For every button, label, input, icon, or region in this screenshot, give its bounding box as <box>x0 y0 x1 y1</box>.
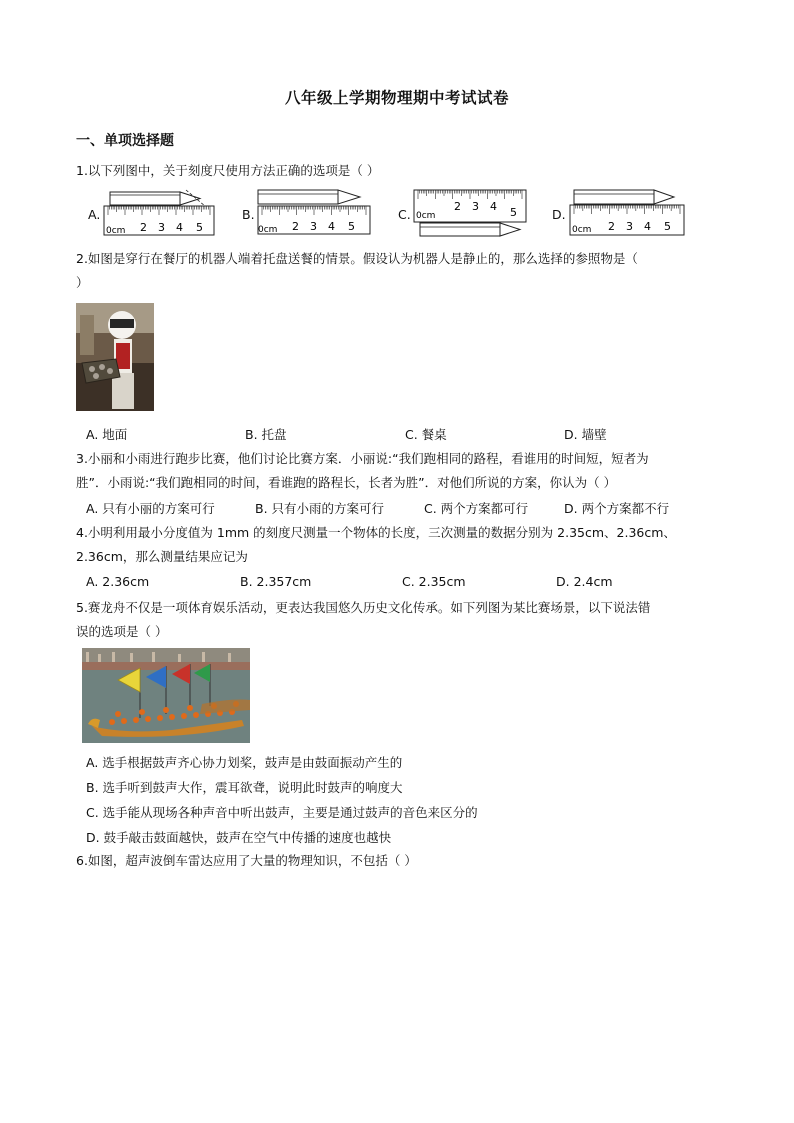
q1-label-a: A. <box>88 207 101 222</box>
ruler-label: 3 <box>158 221 165 234</box>
page-title: 八年级上学期物理期中考试试卷 <box>284 89 509 107</box>
q1-figure-d <box>566 186 686 238</box>
q3-option-b: B. 只有小雨的方案可行 <box>255 501 385 516</box>
ruler-label: 2 <box>140 221 147 234</box>
q2-option-a: A. 地面 <box>86 427 128 442</box>
ruler-label: 5 <box>510 206 517 219</box>
q1-label-b: B. <box>242 207 255 222</box>
q4-option-a: A. 2.36cm <box>86 574 150 589</box>
ruler-label: 3 <box>626 220 633 233</box>
q1-stem: 1.以下列图中，关于刻度尺使用方法正确的选项是（ ） <box>76 163 380 178</box>
q2-robot-photo <box>76 303 154 411</box>
q3-stem-line1: 3.小丽和小雨进行跑步比赛，他们讨论比赛方案．小丽说:“我们跑相同的路程，看谁用的时间短，短者为 <box>76 451 649 466</box>
ruler-label: 0cm <box>106 226 126 236</box>
ruler-label: 2 <box>608 220 615 233</box>
q5-option-c: C. 选手能从现场各种声音中听出鼓声，主要是通过鼓声的音色来区分的 <box>86 805 478 820</box>
ruler-label: 0cm <box>416 211 436 221</box>
q3-option-d: D. 两个方案都不行 <box>564 501 670 516</box>
q5-option-a: A. 选手根据鼓声齐心协力划桨，鼓声是由鼓面振动产生的 <box>86 755 403 770</box>
q3-stem-line2: 胜”．小雨说:“我们跑相同的时间，看谁跑的路程长，长者为胜”．对他们所说的方案，你认为（ ） <box>76 475 617 490</box>
q5-option-b: B. 选手听到鼓声大作，震耳欲聋，说明此时鼓声的响度大 <box>86 780 403 795</box>
q5-dragon-boat-photo <box>82 648 250 743</box>
q1-figure-c <box>410 186 532 242</box>
ruler-label: 2 <box>292 220 299 233</box>
q6-stem: 6.如图，超声波倒车雷达应用了大量的物理知识，不包括（ ） <box>76 853 417 868</box>
q5-stem-line1: 5.赛龙舟不仅是一项体育娱乐活动，更表达我国悠久历史文化传承。如下列图为某比赛场景，以下说法错 <box>76 600 651 615</box>
q2-option-c: C. 餐桌 <box>405 427 447 442</box>
ruler-label: 3 <box>472 200 479 213</box>
q4-option-d: D. 2.4cm <box>556 574 613 589</box>
ruler-label: 0cm <box>572 225 592 235</box>
ruler-label: 4 <box>490 200 497 213</box>
q4-stem-line2: 2.36cm，那么测量结果应记为 <box>76 549 248 564</box>
q4-option-c: C. 2.35cm <box>402 574 466 589</box>
q1-figure-a <box>100 186 216 238</box>
ruler-label: 5 <box>196 221 203 234</box>
q2-option-b: B. 托盘 <box>245 427 287 442</box>
ruler-label: 4 <box>176 221 183 234</box>
q1-label-c: C. <box>398 207 411 222</box>
q2-stem-line1: 2.如图是穿行在餐厅的机器人端着托盘送餐的情景。假设认为机器人是静止的，那么选择的参照物是（ <box>76 251 638 266</box>
section-heading: 一、单项选择题 <box>76 133 174 149</box>
ruler-label: 4 <box>328 220 335 233</box>
q3-option-c: C. 两个方案都可行 <box>424 501 529 516</box>
q4-option-b: B. 2.357cm <box>240 574 312 589</box>
q3-option-a: A. 只有小丽的方案可行 <box>86 501 215 516</box>
q5-option-d: D. 鼓手敲击鼓面越快，鼓声在空气中传播的速度也越快 <box>86 830 392 845</box>
q4-stem-line1: 4.小明利用最小分度值为 1mm 的刻度尺测量一个物体的长度，三次测量的数据分别为 2.35cm、2.36cm、 <box>76 525 676 540</box>
ruler-label: 5 <box>348 220 355 233</box>
q1-label-d: D. <box>552 207 566 222</box>
ruler-label: 4 <box>644 220 651 233</box>
q2-option-d: D. 墙壁 <box>564 427 607 442</box>
ruler-label: 0cm <box>258 225 278 235</box>
q5-stem-line2: 误的选项是（ ） <box>76 624 168 639</box>
ruler-label: 3 <box>310 220 317 233</box>
q1-figure-b <box>254 186 372 238</box>
ruler-label: 5 <box>664 220 671 233</box>
q2-stem-line2: ） <box>76 275 89 290</box>
ruler-label: 2 <box>454 200 461 213</box>
